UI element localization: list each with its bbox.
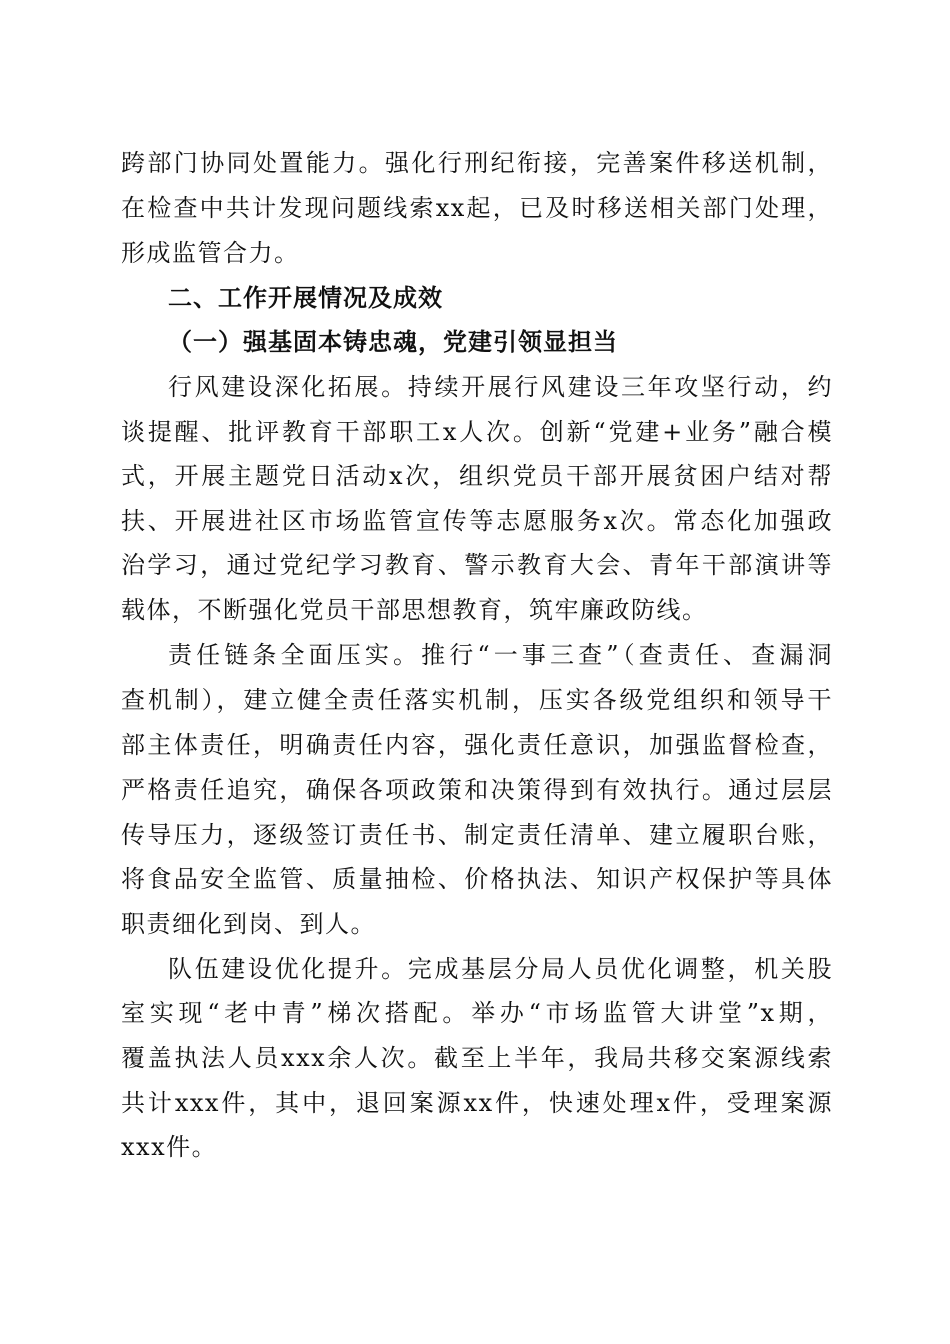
body-line: 治学习，通过党纪学习教育、警示教育大会、青年干部演讲等	[121, 551, 833, 579]
body-line: 跨部门协同处置能力。强化行刑纪衔接，完善案件移送机制，	[121, 149, 833, 177]
body-line: 严格责任追究，确保各项政策和决策得到有效执行。通过层层	[121, 776, 833, 804]
body-line: 扶、开展进社区市场监管宣传等志愿服务x次。常态化加强政	[121, 507, 833, 535]
body-line: 在检查中共计发现问题线索xx起，已及时移送相关部门处理，	[121, 194, 833, 222]
body-line: 载体，不断强化党员干部思想教育，筑牢廉政防线。	[121, 596, 708, 624]
section-heading: 二、工作开展情况及成效	[168, 284, 443, 312]
body-line: 职责细化到岗、到人。	[121, 910, 376, 938]
body-line: 查机制），建立健全责任落实机制，压实各级党组织和领导干	[121, 686, 833, 714]
paragraph-first-line: 行风建设深化拓展。持续开展行风建设三年攻坚行动，约	[168, 373, 833, 401]
body-line: 室实现“老中青”梯次搭配。举办“市场监管大讲堂”x期，	[121, 999, 833, 1027]
paragraph-first-line: 责任链条全面压实。推行“一事三查”（查责任、查漏洞	[168, 641, 833, 669]
subsection-heading: （一）强基固本铸忠魂，党建引领显担当	[168, 327, 618, 356]
body-line: 共计xxx件，其中，退回案源xx件，快速处理x件，受理案源	[121, 1089, 833, 1117]
body-line: 将食品安全监管、质量抽检、价格执法、知识产权保护等具体	[121, 865, 833, 893]
paragraph-first-line: 队伍建设优化提升。完成基层分局人员优化调整，机关股	[168, 955, 833, 983]
body-line: xxx件。	[121, 1133, 218, 1161]
body-line: 形成监管合力。	[121, 239, 300, 267]
body-line: 部主体责任，明确责任内容，强化责任意识，加强监督检查，	[121, 731, 833, 759]
body-line: 式，开展主题党日活动x次，组织党员干部开展贫困户结对帮	[121, 462, 833, 490]
body-line: 谈提醒、批评教育干部职工x人次。创新“党建+业务”融合模	[121, 418, 833, 446]
body-line: 传导压力，逐级签订责任书、制定责任清单、建立履职台账，	[121, 821, 833, 849]
body-line: 覆盖执法人员xxx余人次。截至上半年，我局共移交案源线索	[121, 1044, 833, 1072]
